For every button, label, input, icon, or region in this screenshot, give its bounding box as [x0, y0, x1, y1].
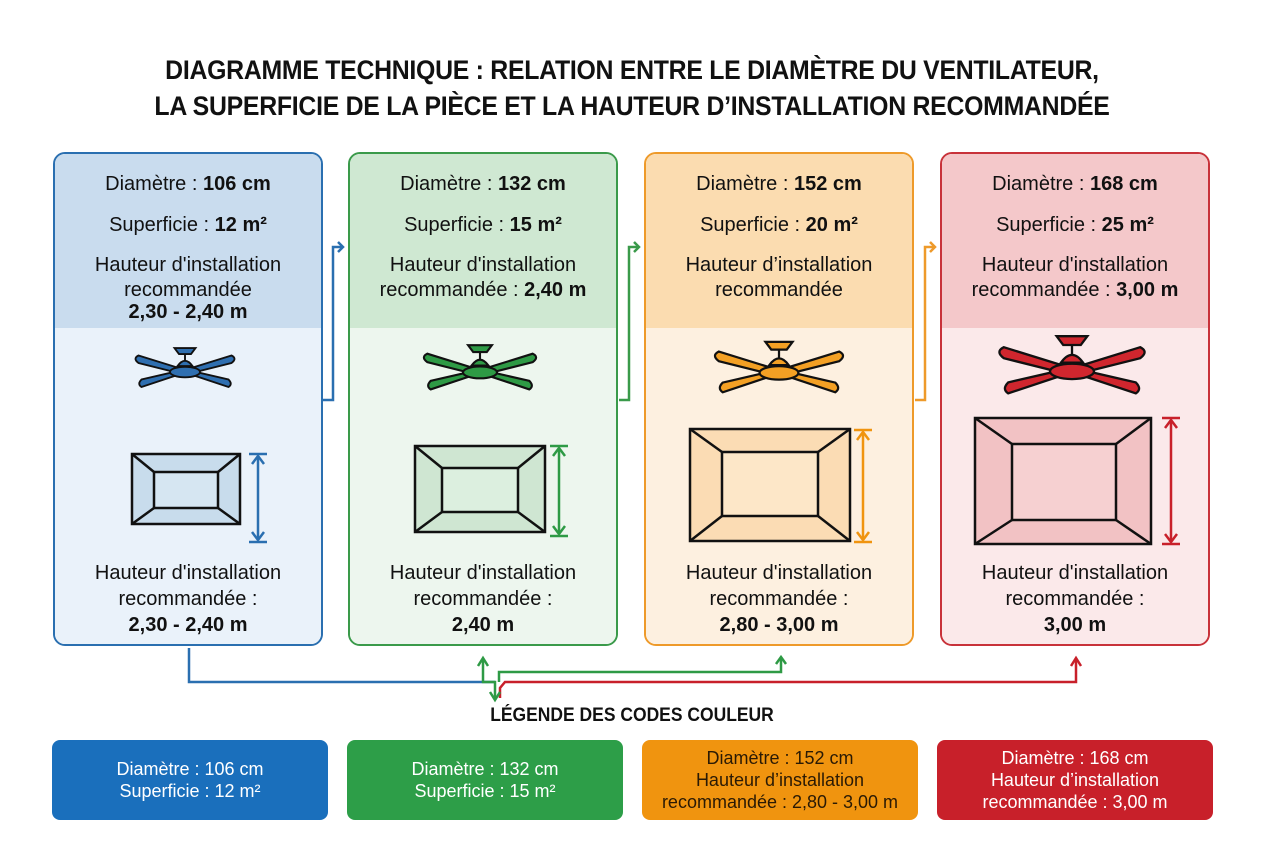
ceiling-fan-icon	[424, 345, 536, 389]
height-value: 2,30 - 2,40 m	[128, 301, 248, 323]
height-arrow-icon	[1162, 418, 1180, 544]
room-icon	[132, 454, 240, 524]
height-value: 2,40 m	[524, 279, 587, 301]
height-label: Hauteur d'installation	[389, 254, 577, 276]
bottom-height-value: 3,00 m	[1043, 614, 1107, 636]
area-value: 15 m²	[509, 214, 562, 236]
title-line-2: LA SUPERFICIE DE LA PIÈCE ET LA HAUTEUR D’INSTALLATION RECOMMANDÉE	[154, 91, 1110, 121]
area-line: Superficie : 12 m²	[109, 214, 267, 236]
card-132cm	[348, 152, 618, 646]
height-label-2: recommandée : 2,40 m	[379, 279, 587, 301]
bottom-height-info: Hauteur d'installation recommandée : 2,40 m	[350, 560, 616, 638]
ceiling-fan-icon	[999, 336, 1144, 393]
area-line: Superficie : 25 m²	[996, 214, 1154, 236]
height-label-2: recommandée : 3,00 m	[971, 279, 1179, 301]
bottom-height-value: 2,30 - 2,40 m	[128, 614, 248, 636]
legend-item-orange: Diamètre : 152 cm Hauteur d’installation recommandée : 2,80 - 3,00 m	[642, 740, 918, 820]
room-icon	[975, 418, 1151, 544]
connector-orange-to-red	[915, 247, 935, 400]
diameter-value: 152 cm	[793, 173, 862, 195]
area-line: Superficie : 15 m²	[404, 214, 562, 236]
height-label: Hauteur d'installation	[981, 254, 1169, 276]
height-arrow-icon	[550, 446, 568, 536]
legend-item-red: Diamètre : 168 cm Hauteur d’installation recommandée : 3,00 m	[937, 740, 1213, 820]
diameter-line: Diamètre : 106 cm	[105, 173, 271, 195]
legend-item-blue: Diamètre : 106 cm Superficie : 12 m²	[52, 740, 328, 820]
height-value: 3,00 m	[1116, 279, 1179, 301]
area-value: 25 m²	[1101, 214, 1154, 236]
height-label-2: recommandée	[124, 279, 252, 301]
legend-title: LÉGENDE DES CODES COULEUR	[490, 705, 774, 726]
area-line: Superficie : 20 m²	[700, 214, 858, 236]
bottom-height-info: Hauteur d'installation recommandée : 2,80 - 3,00 m	[646, 560, 912, 638]
diameter-value: 132 cm	[497, 173, 566, 195]
height-label: Hauteur d'installation	[94, 254, 282, 276]
bottom-height-value: 2,40 m	[451, 614, 515, 636]
room-icon	[415, 446, 545, 532]
height-label-2: recommandée	[715, 279, 843, 301]
ceiling-fan-icon	[136, 348, 235, 387]
title-line-1: DIAGRAMME TECHNIQUE : RELATION ENTRE LE DIAMÈTRE DU VENTILATEUR,	[165, 55, 1099, 85]
area-value: 12 m²	[214, 214, 267, 236]
connector-green-to-orange	[619, 247, 639, 400]
bottom-height-value: 2,80 - 3,00 m	[719, 614, 839, 636]
card-106cm	[53, 152, 323, 646]
diameter-line: Diamètre : 132 cm	[400, 173, 566, 195]
ceiling-fan-icon	[715, 342, 843, 392]
card-168cm	[940, 152, 1210, 646]
height-label: Hauteur d’installation	[685, 254, 873, 276]
diameter-value: 168 cm	[1089, 173, 1158, 195]
diameter-value: 106 cm	[202, 173, 271, 195]
bottom-height-info: Hauteur d'installation recommandée : 3,00 m	[942, 560, 1208, 638]
area-value: 20 m²	[805, 214, 858, 236]
height-arrow-icon	[249, 454, 267, 542]
connector-green-bottom	[483, 660, 495, 698]
connector-red-bottom	[500, 660, 1076, 698]
room-icon	[690, 429, 850, 541]
connector-blue-to-green	[323, 247, 343, 400]
legend-item-green: Diamètre : 132 cm Superficie : 15 m²	[347, 740, 623, 820]
bottom-height-info: Hauteur d'installation recommandée : 2,30 - 2,40 m	[55, 560, 321, 638]
connector-blue-bottom	[189, 648, 495, 682]
height-arrow-icon	[854, 430, 872, 542]
card-152cm	[644, 152, 914, 646]
diameter-line: Diamètre : 152 cm	[696, 173, 862, 195]
diagram-title	[51, 52, 1214, 124]
diameter-line: Diamètre : 168 cm	[992, 173, 1158, 195]
